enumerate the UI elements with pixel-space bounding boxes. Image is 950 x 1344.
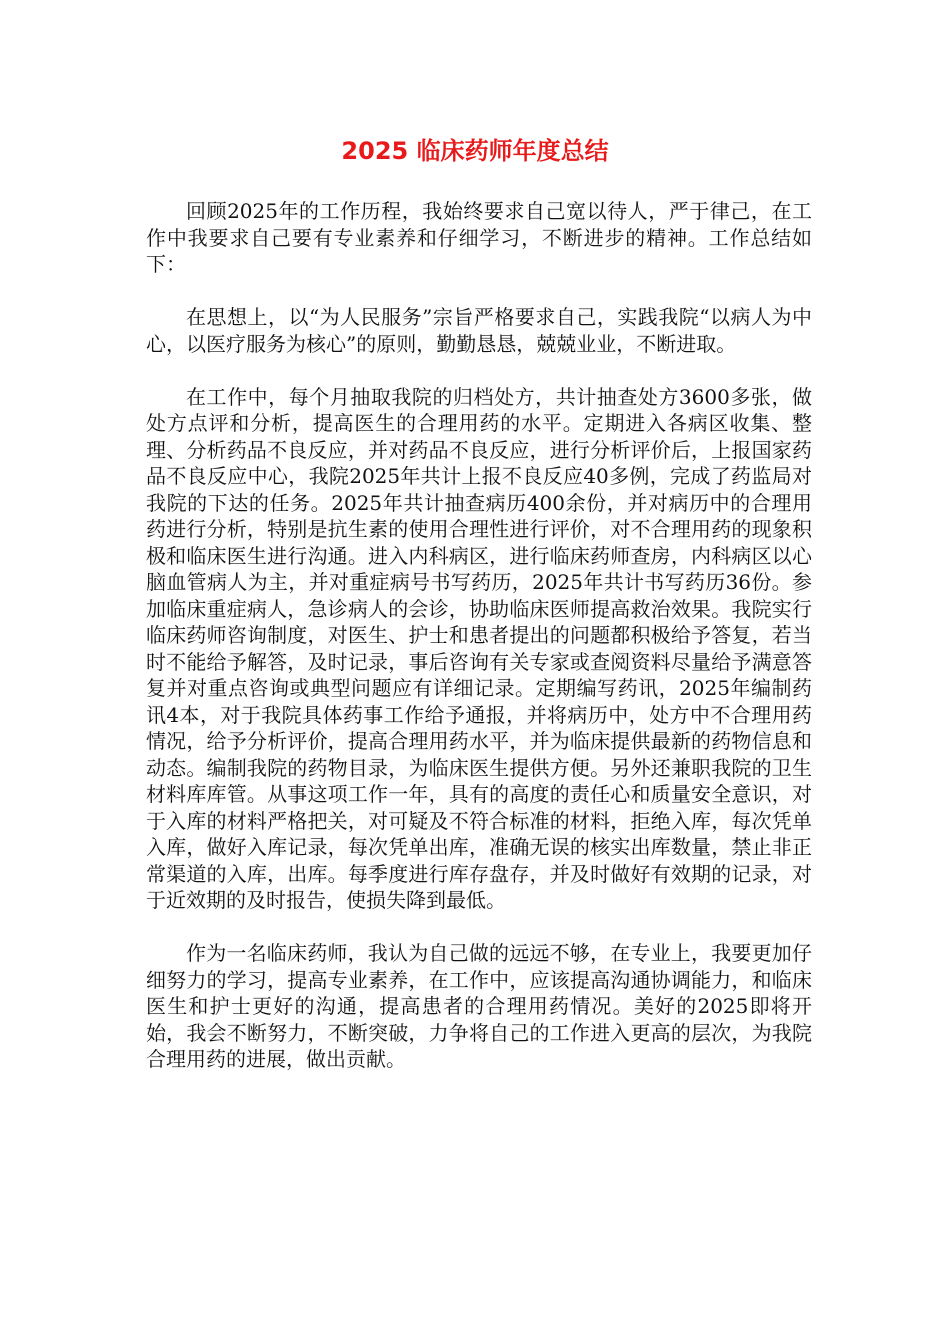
document-body	[146, 198, 812, 1099]
paragraph-work: 在工作中，每个月抽取我院的归档处方，共计抽查处方3600多张，做处方点评和分析，提高医生的合理用药的水平。定期进入各病区收集、整理、分析药品不良反应，并对药品不良反应，进行分析评价后，上报国家药品不良反应中心，我院2025年共计上报不良反应40多例，完成了药监局对我院的下达的任务。2025年共计抽查病历400余份，并对病历中的合理用药进行分析，特别是抗生素的使用合理性进行评价，对不合理用药的现象积极和临床医生进行沟通。进入内科病区，进行临床药师查房，内科病区以心脑血管病人为主，并对重症病号书写药历，2025年共计书写药历36份。参加临床重症病人，急诊病人的会诊，协助临床医师提高救治效果。我院实行临床药师咨询制度，对医生、护士和患者提出的问题都积极给予答复，若当时不能给予解答，及时记录，事后咨询有关专家或查阅资料尽量给予满意答复并对重点咨询或典型问题应有详细记录。定期编写药讯，2025年编制药讯4本，对于我院具体药事工作给予通报，并将病历中，处方中不合理用药情况，给予分析评价，提高合理用药水平，并为临床提供最新的药物信息和动态。编制我院的药物目录，为临床医生提供方便。另外还兼职我院的卫生材料库库管。从事这项工作一年，具有的高度的责任心和质量安全意识，对于入库的材料严格把关，对可疑及不符合标准的材料，拒绝入库，每次凭单入库，做好入库记录，每次凭单出库，准确无误的核实出库数量，禁止非正常渠道的入库，出库。每季度进行库存盘存，并及时做好有效期的记录，对于近效期的及时报告，使损失降到最低。	[146, 384, 812, 912]
document-title: 2025 临床药师年度总结	[341, 137, 609, 165]
paragraph-thought: 在思想上，以“为人民服务”宗旨严格要求自己，实践我院“以病人为中心，以医疗服务为核心”的原则，勤勤恳恳，兢兢业业，不断进取。	[146, 305, 812, 356]
paragraph-intro: 回顾2025年的工作历程，我始终要求自己宽以待人，严于律己，在工作中我要求自己要有专业素养和仔细学习，不断进步的精神。工作总结如下：	[146, 199, 812, 276]
paragraph-conclusion: 作为一名临床药师，我认为自己做的远远不够，在专业上，我要更加仔细努力的学习，提高专业素养，在工作中，应该提高沟通协调能力，和临床医生和护士更好的沟通，提高患者的合理用药情况。美好的2025即将开始，我会不断努力，不断突破，力争将自己的工作进入更高的层次，为我院合理用药的进展，做出贡献。	[146, 941, 812, 1071]
